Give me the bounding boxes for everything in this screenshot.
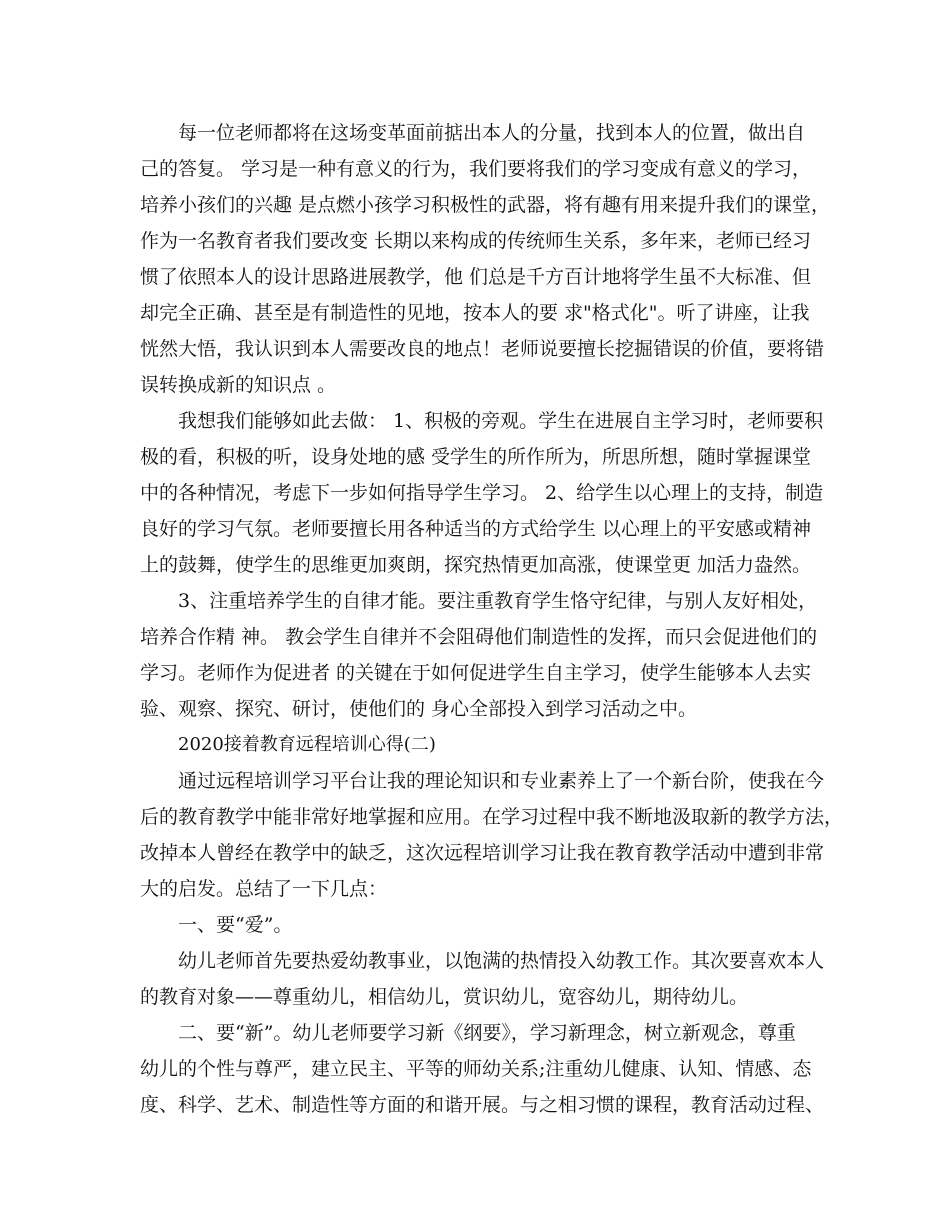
paragraph-line: 二、要“新”。幼儿老师要学习新《纲要》，学习新理念，树立新观念，尊重 xyxy=(178,1022,796,1044)
paragraph-line: 培养小孩们的兴趣 是点燃小孩学习积极性的武器，将有趣有用来提升我们的课堂， xyxy=(140,194,831,216)
paragraph-line: 误转换成新的知识点 。 xyxy=(140,374,337,396)
paragraph-line: 验、观察、探究、研讨，使他们的 身心全部投入到学习活动之中。 xyxy=(140,698,698,720)
paragraph-line: 改掉本人曾经在教学中的缺乏，这次远程培训学习让我在教育教学活动中遭到非常 xyxy=(140,842,825,864)
paragraph-line: 恍然大悟，我认识到本人需要改良的地点！老师说要擅长挖掘错误的价值，要将错 xyxy=(140,338,825,360)
paragraph-line: 却完全正确、甚至是有制造性的见地，按本人的要 求"格式化"。听了讲座，让我 xyxy=(140,302,810,324)
section-heading: 一、要“爱”。 xyxy=(178,914,293,936)
paragraph-line: 中的各种情况，考虑下一步如何指导学生学习。 2、给学生以心理上的支持，制造 xyxy=(140,482,824,504)
paragraph-line: 作为一名教育者我们要改变 长期以来构成的传统师生关系，多年来，老师已经习 xyxy=(140,230,812,252)
paragraph-line: 我想我们能够如此去做： 1、积极的旁观。学生在进展自主学习时，老师要积 xyxy=(178,410,824,432)
paragraph-line: 幼儿的个性与尊严，建立民主、平等的师幼关系;注重幼儿健康、认知、情感、态 xyxy=(140,1058,812,1080)
paragraph-line: 每一位老师都将在这场变革面前掂出本人的分量，找到本人的位置，做出自 xyxy=(178,122,806,144)
paragraph-line: 通过远程培训学习平台让我的理论知识和专业素养上了一个新台阶，使我在今 xyxy=(178,770,825,792)
paragraph-line: 己的答复。 学习是一种有意义的行为，我们要将我们的学习变成有意义的学习， xyxy=(140,158,812,180)
paragraph-line: 惯了依照本人的设计思路进展教学，他 们总是千方百计地将学生虽不大标准、但 xyxy=(140,266,812,288)
paragraph-line: 上的鼓舞，使学生的思维更加爽朗，探究热情更加高涨，使课堂更 加活力盎然。 xyxy=(140,554,812,576)
paragraph-line: 的教育对象——尊重幼儿，相信幼儿，赏识幼儿，宽容幼儿，期待幼儿。 xyxy=(140,986,749,1008)
paragraph-line: 学习。老师作为促进者 的关键在于如何促进学生自主学习，使学生能够本人去实 xyxy=(140,662,812,684)
paragraph-line: 度、科学、艺术、制造性等方面的和谐开展。与之相习惯的课程，教育活动过程、 xyxy=(140,1094,825,1116)
section-heading: 2020接着教育远程培训心得(二) xyxy=(178,734,436,755)
paragraph-line: 培养合作精 神。 教会学生自律并不会阻碍他们制造性的发挥，而只会促进他们的 xyxy=(140,626,818,648)
paragraph-line: 3、注重培养学生的自律才能。要注重教育学生恪守纪律，与别人友好相处， xyxy=(178,590,818,612)
paragraph-line: 极的看，积极的听，设身处地的感 受学生的所作所为，所思所想，随时掌握课堂 xyxy=(140,446,812,468)
paragraph-line: 大的启发。总结了一下几点： xyxy=(140,878,388,900)
paragraph-line: 良好的学习气氛。老师要擅长用各种适当的方式给学生 以心理上的平安感或精神 xyxy=(140,518,812,540)
paragraph-line: 后的教育教学中能非常好地掌握和应用。在学习过程中我不断地汲取新的教学方法， xyxy=(140,806,844,828)
paragraph-line: 幼儿老师首先要热爱幼教事业，以饱满的热情投入幼教工作。其次要喜欢本人 xyxy=(178,950,825,972)
